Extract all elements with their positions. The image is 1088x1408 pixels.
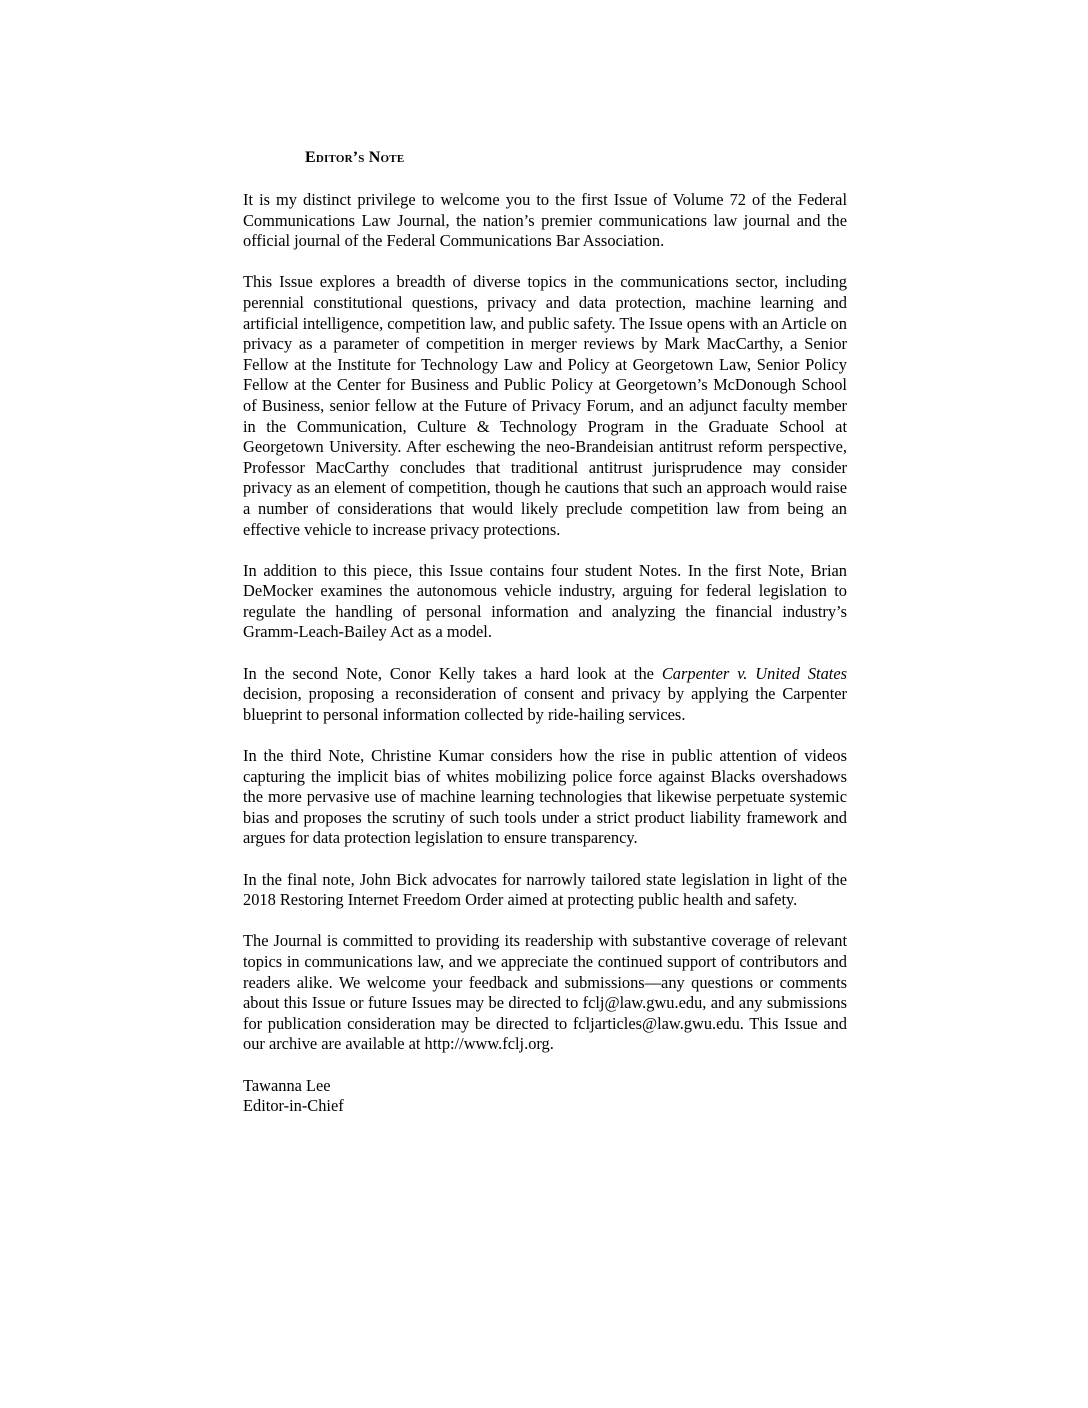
paragraph-second-note-rest: decision, proposing a reconsideration of consent and privacy by applying the Carpenter blueprint to personal information collected by ride-hailing services. — [243, 684, 847, 724]
case-name-italic: Carpenter v. United States — [661, 663, 847, 683]
signature-name: Tawanna Lee — [243, 1075, 331, 1095]
page-title: Editor’s Note — [305, 149, 405, 166]
note-body — [243, 190, 847, 1117]
paragraph-final-note: In the final note, John Bick advocates for narrowly tailored state legislation in light of the 2018 Restoring Internet Freedom Order aimed at protecting public health and safety. — [243, 869, 847, 910]
signature-title: Editor-in-Chief — [243, 1096, 344, 1116]
paragraph-first-note: In addition to this piece, this Issue contains four student Notes. In the first Note, Brian DeMocker examines the autonomous vehicle industry, arguing for federal legislation to regulate the handling of personal information and analyzing the financial industry’s Gramm-Leach-Bailey Act as a model. — [243, 560, 847, 642]
paragraph-second-note — [243, 664, 847, 726]
paragraph-issue-overview: This Issue explores a breadth of diverse topics in the communications sector, including perennial constitutional questions, privacy and data protection, machine learning and artificial intelligence, competition law, and public safety. The Issue opens with an Article on privacy as a parameter of competition in merger reviews by Mark MacCarthy, a Senior Fellow at the Institute for Technology Law and Policy at Georgetown Law, Senior Policy Fellow at the Center for Business and Public Policy at Georgetown’s McDonough School of Business, senior fellow at the Future of Privacy Forum, and an adjunct faculty member in the Communication, Culture & Technology Program in the Graduate School at Georgetown University. After eschewing the neo-Brandeisian antitrust reform perspective, Professor MacCarthy concludes that traditional antitrust jurisprudence may consider privacy as an element of competition, though he cautions that such an approach would raise a number of considerations that would likely preclude competition law from being an effective vehicle to increase privacy protections. — [243, 272, 847, 539]
paragraph-third-note: In the third Note, Christine Kumar considers how the rise in public attention of videos capturing the implicit bias of whites mobilizing police force against Blacks overshadows the more pervasive use of machine learning technologies that likewise perpetuate systemic bias and proposes the scrutiny of such tools under a strict product liability framework and argues for data protection legislation to ensure transparency. — [243, 746, 847, 848]
paragraph-welcome: It is my distinct privilege to welcome you to the first Issue of Volume 72 of the Federal Communications Law Journal, the nation’s premier communications law journal and the official journal of the Federal Communications Bar Association. — [243, 190, 847, 251]
paragraph-second-note-lead: In the second Note, Conor Kelly takes a hard look at the — [243, 663, 662, 683]
signature-block — [243, 1076, 847, 1117]
paragraph-closing: The Journal is committed to providing its readership with substantive coverage of relevant topics in communications law, and we appreciate the continued support of contributors and readers alike. We welcome your feedback and submissions—any questions or comments about this Issue or future Issues may be directed to fclj@law.gwu.edu, and any submissions for publication consideration may be directed to fcljarticles@law.gwu.edu. This Issue and our archive are available at http://www.fclj.org. — [243, 931, 847, 1054]
